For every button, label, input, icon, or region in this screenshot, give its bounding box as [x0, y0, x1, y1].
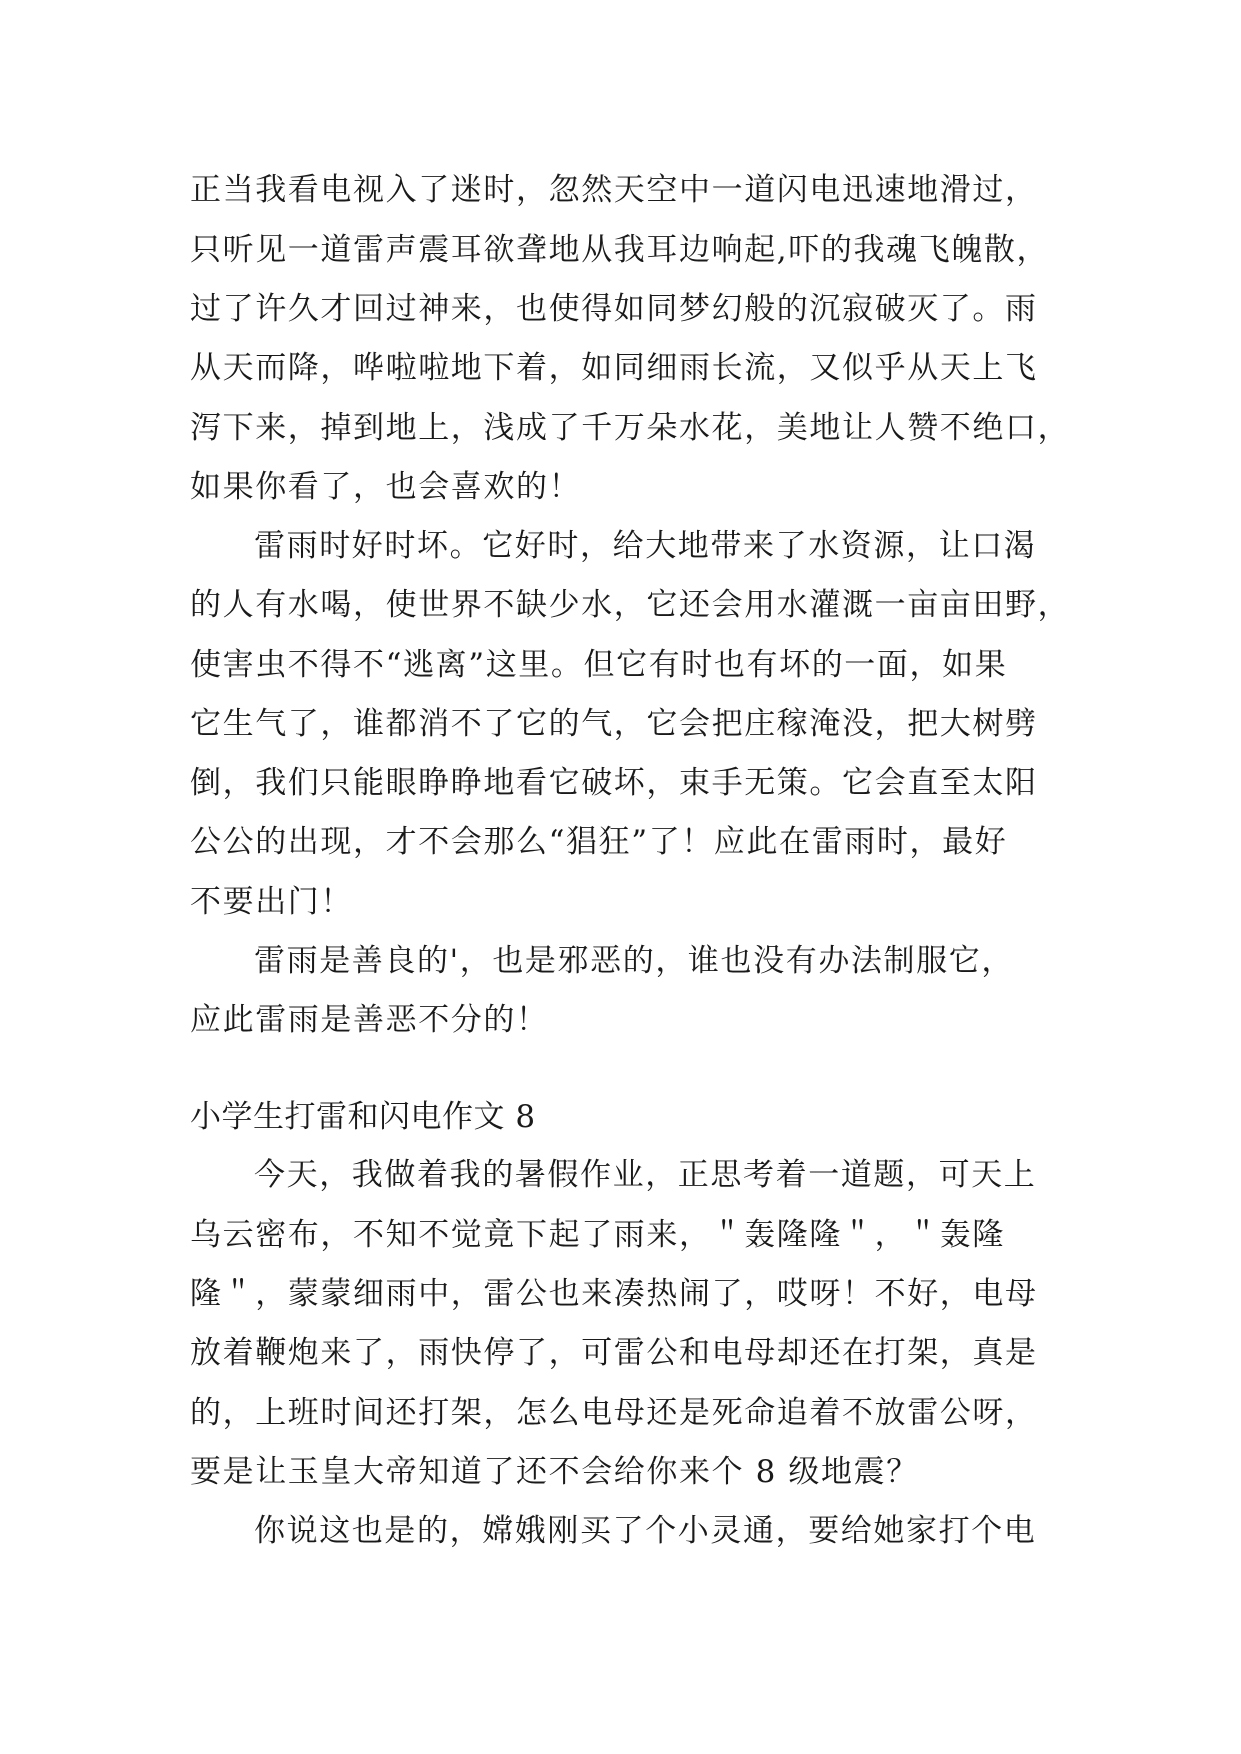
text-line: 正当我看电视入了迷时，忽然天空中一道闪电迅速地滑过，	[190, 172, 1038, 208]
text-line: 使害虫不得不“逃离”这里。但它有时也有坏的一面，如果	[190, 647, 1008, 683]
text-line: 只听见一道雷声震耳欲聋地从我耳边响起,吓的我魂飞魄散，	[190, 232, 1050, 268]
text-line: 隆＂，蒙蒙细雨中，雷公也来凑热闹了，哎呀！不好，电母	[190, 1276, 1038, 1312]
text-line: 你说这也是的，嫦娥刚买了个小灵通，要给她家打个电	[254, 1513, 1037, 1549]
text-line: 雷雨时好时坏。它好时，给大地带来了水资源，让口渴	[254, 528, 1037, 564]
text-line: 从天而降，哗啦啦地下着，如同细雨长流，又似乎从天上飞	[190, 350, 1038, 386]
text-line: 应此雷雨是善恶不分的！	[190, 1002, 549, 1038]
text-line: 它生气了，谁都消不了它的气，它会把庄稼淹没，把大树劈	[190, 706, 1038, 742]
text-line: 公公的出现，才不会那么“猖狂”了！应此在雷雨时，最好	[190, 824, 1008, 860]
text-line: 放着鞭炮来了，雨快停了，可雷公和电母却还在打架，真是	[190, 1335, 1038, 1371]
text-line: 今天，我做着我的暑假作业，正思考着一道题，可天上	[254, 1157, 1037, 1193]
text-line: 要是让玉皇大帝知道了还不会给你来个 8 级地震？	[190, 1454, 919, 1490]
text-line: 乌云密布，不知不觉竟下起了雨来，＂轰隆隆＂，＂轰隆	[190, 1217, 1005, 1253]
text-line: 雷雨是善良的'，也是邪恶的，谁也没有办法制服它，	[254, 943, 1014, 979]
text-line: 的，上班时间还打架，怎么电母还是死命追着不放雷公呀，	[190, 1395, 1038, 1431]
section-heading: 小学生打雷和闪电作文 8	[190, 1099, 536, 1135]
text-line: 不要出门！	[190, 884, 353, 920]
text-line: 过了许久才回过神来，也使得如同梦幻般的沉寂破灭了。雨	[190, 291, 1038, 327]
text-line: 的人有水喝，使世界不缺少水，它还会用水灌溉一亩亩田野，	[190, 587, 1071, 623]
text-line: 倒，我们只能眼睁睁地看它破坏，束手无策。它会直至太阳	[190, 765, 1038, 801]
text-line: 泻下来，掉到地上，浅成了千万朵水花，美地让人赞不绝口，	[190, 410, 1071, 446]
text-line: 如果你看了，也会喜欢的！	[190, 469, 582, 505]
